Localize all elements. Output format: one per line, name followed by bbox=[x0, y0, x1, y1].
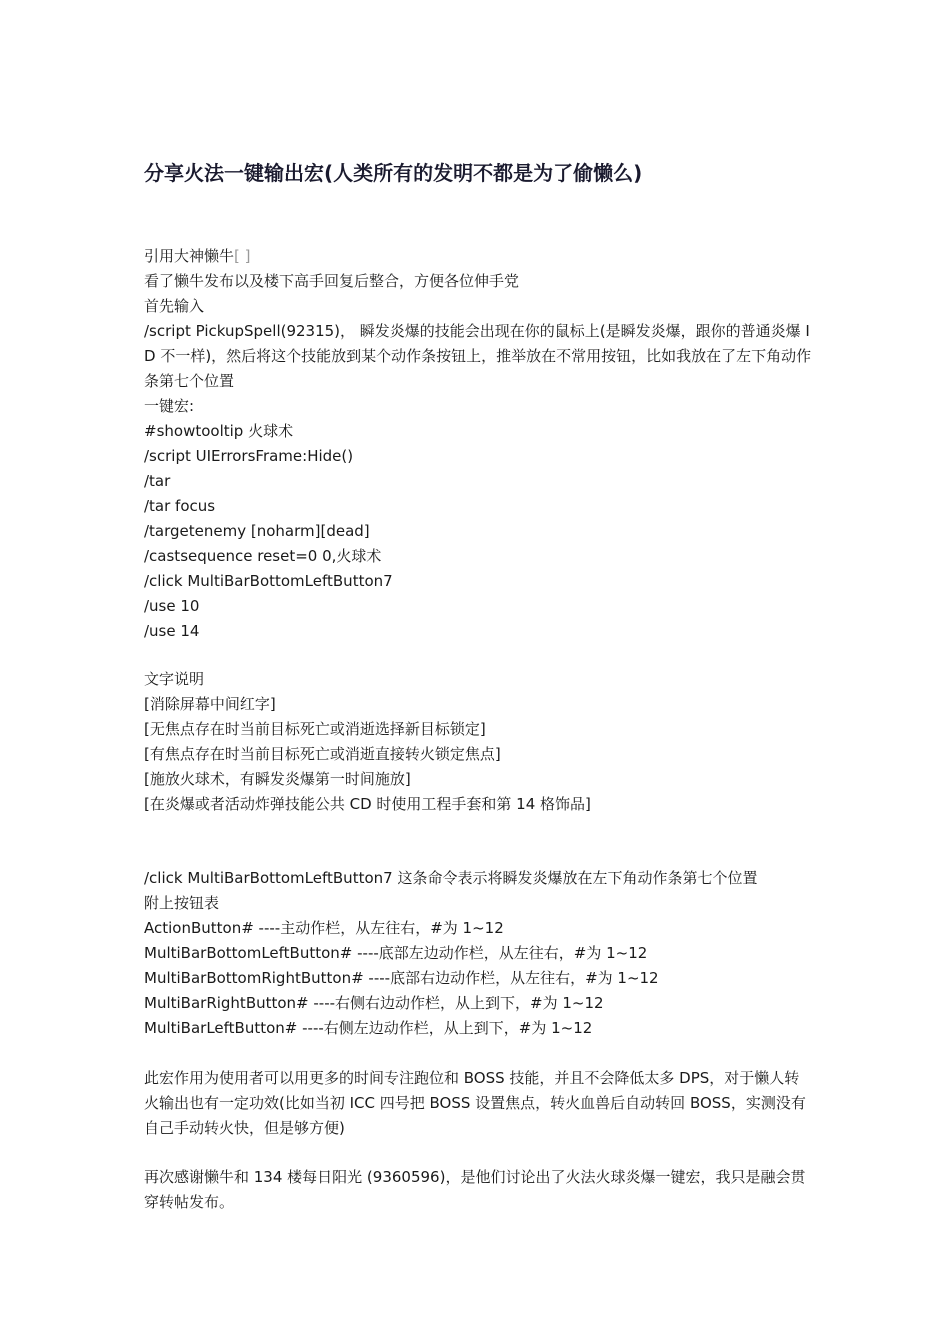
explanation-section bbox=[144, 667, 814, 817]
macro-line: #showtooltip 火球术 bbox=[144, 422, 294, 440]
button-table-row: ActionButton# ----主动作栏，从左往右，#为 1~12 bbox=[144, 919, 504, 937]
thanks-paragraph: 再次感谢懒牛和 134 楼每日阳光 (9360596)，是他们讨论出了火法火球炎爆一键宏，我只是融会贯穿转帖发布。 bbox=[144, 1168, 806, 1211]
button-table-row: MultiBarLeftButton# ----右侧左边动作栏，从上到下，#为 1~12 bbox=[144, 1019, 593, 1037]
page-title: 分享火法一键输出宏(人类所有的发明不都是为了偷懒么) bbox=[144, 161, 643, 185]
purpose-section bbox=[144, 1066, 814, 1141]
intro-section bbox=[144, 244, 814, 644]
macro-line: /targetenemy [noharm][dead] bbox=[144, 522, 370, 540]
button-table-row: MultiBarRightButton# ----右侧右边动作栏，从上到下，#为 1~12 bbox=[144, 994, 604, 1012]
pickup-spell-paragraph: /script PickupSpell(92315)， 瞬发炎爆的技能会出现在你的鼠标上(是瞬发炎爆，跟你的普通炎爆 ID 不一样)，然后将这个技能放到某个动作条按钮上，推举放在不常用按钮，比如我放在了左下角动作条第七个位置 bbox=[144, 322, 812, 390]
button-table-section bbox=[144, 866, 814, 1041]
macro-line: /use 10 bbox=[144, 597, 200, 615]
purpose-paragraph: 此宏作用为使用者可以用更多的时间专注跑位和 BOSS 技能，并且不会降低太多 DPS，对于懒人转火输出也有一定功效(比如当初 ICC 四号把 BOSS 设置焦点，转火血兽后自动转回 BOSS，实测没有自己手动转火快，但是够方便) bbox=[144, 1069, 806, 1137]
macro-line: /click MultiBarBottomLeftButton7 bbox=[144, 572, 393, 590]
quote-bracket: [ ] bbox=[234, 247, 251, 265]
intro-line: 看了懒牛发布以及楼下高手回复后整合，方便各位伸手党 bbox=[144, 272, 520, 290]
thanks-section bbox=[144, 1165, 814, 1215]
intro-line: 首先输入 bbox=[144, 297, 205, 315]
button-table-label: 附上按钮表 bbox=[144, 894, 220, 912]
click-note-line: /click MultiBarBottomLeftButton7 这条命令表示将瞬发炎爆放在左下角动作条第七个位置 bbox=[144, 869, 758, 887]
quote-label: 引用大神懒牛 bbox=[144, 247, 235, 265]
explanation-item: [在炎爆或者活动炸弹技能公共 CD 时使用工程手套和第 14 格饰品] bbox=[144, 795, 591, 813]
macro-line: /tar bbox=[144, 472, 171, 490]
macro-line: /tar focus bbox=[144, 497, 216, 515]
explanation-label: 文字说明 bbox=[144, 670, 205, 688]
macro-line: /use 14 bbox=[144, 622, 200, 640]
button-table-row: MultiBarBottomLeftButton# ----底部左边动作栏，从左往右，#为 1~12 bbox=[144, 944, 648, 962]
quote-line bbox=[144, 244, 814, 269]
explanation-item: [施放火球术，有瞬发炎爆第一时间施放] bbox=[144, 770, 411, 788]
explanation-item: [消除屏幕中间红字] bbox=[144, 695, 276, 713]
button-table-row: MultiBarBottomRightButton# ----底部右边动作栏，从左往右，#为 1~12 bbox=[144, 969, 659, 987]
explanation-item: [有焦点存在时当前目标死亡或消逝直接转火锁定焦点] bbox=[144, 745, 501, 763]
macro-label: 一键宏: bbox=[144, 397, 195, 415]
macro-line: /castsequence reset=0 0,火球术 bbox=[144, 547, 382, 565]
macro-line: /script UIErrorsFrame:Hide() bbox=[144, 447, 354, 465]
explanation-item: [无焦点存在时当前目标死亡或消逝选择新目标锁定] bbox=[144, 720, 486, 738]
